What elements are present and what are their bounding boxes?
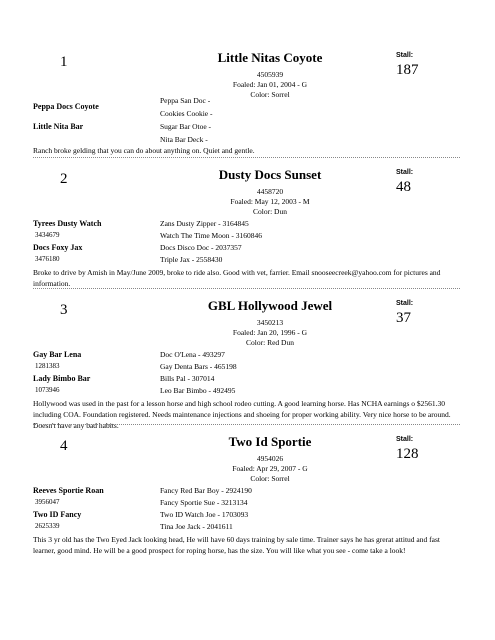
horse-entry-4 [0,424,495,584]
pedigree-dam-dam: Leo Bar Bimbo - 492495 [160,386,236,395]
sire-registration: 3956047 [35,498,60,506]
pedigree-dam-sire: Docs Disco Doc - 2037357 [160,243,242,252]
horse-name: Little Nitas Coyote [217,50,323,65]
lot-number: 2 [60,171,68,187]
horse-name: GBL Hollywood Jewel [207,298,333,313]
horse-color: Color: Red Dun [246,338,294,347]
horse-color: Color: Sorrel [250,90,290,99]
foaled-date: Foaled: Jan 20, 1996 - G [232,328,308,337]
dam-name: Two ID Fancy [33,510,82,519]
stall-label: Stall: [396,300,414,307]
pedigree-sire-sire: Fancy Red Bar Boy - 2924190 [160,486,252,495]
pedigree-dam-sire: Bills Pal - 307014 [160,374,215,383]
stall-number: 128 [396,446,419,462]
dam-registration: 2625339 [35,522,60,530]
registration-number: 4954026 [256,454,284,463]
horse-description: Ranch broke gelding that you can do about anything on. Quiet and gentle. [33,146,255,155]
dam-registration: 1073946 [35,386,60,394]
pedigree-dam-sire: Two ID Watch Joe - 1703093 [160,510,249,519]
stall-label: Stall: [396,436,414,443]
lot-number: 4 [60,438,68,454]
pedigree-dam-dam: Tina Joe Jack - 2041611 [160,522,233,531]
horse-color: Color: Sorrel [250,474,290,483]
entry-divider [33,157,460,158]
foaled-date: Foaled: May 12, 2003 - M [230,197,310,206]
dam-name: Docs Foxy Jax [33,243,83,252]
pedigree-dam-dam: Nita Bar Deck - [160,135,208,144]
horse-color: Color: Dun [253,207,287,216]
pedigree-sire-dam: Fancy Sportie Sue - 3213134 [160,498,248,507]
lot-number: 3 [60,302,68,318]
registration-number: 4505939 [256,70,284,79]
horse-description: This 3 yr old has the Two Eyed Jack looking head, He will have 60 days training by sale time. Trainer says he has grerat attitud and fast learner, good mind. He will be a good prospect for roping horse, has the size. You will like what you see - come take a look! [33,535,440,555]
horse-description: Hollywood was used in the past for a lesson horse and high school rodeo cutting. A good learning horse. Has NCHA earnings o $2561.30 including COA. Foundation registered. Needs maintenance injections and shoeing for proper working ability. Very nice horse to be around. Doesn't have any bad habits. [33,399,451,430]
registration-number: 3450213 [256,318,284,327]
stall-number: 48 [396,179,411,195]
sire-name: Tyrees Dusty Watch [33,219,102,228]
registration-number: 4458720 [256,187,284,196]
pedigree-dam-sire: Sugar Bar Otoe - [160,122,212,131]
pedigree-sire-dam: Gay Denta Bars - 465198 [160,362,237,371]
pedigree-sire-sire: Doc O'Lena - 493297 [160,350,225,359]
pedigree-sire-dam: Cookies Cookie - [160,109,213,118]
lot-number: 1 [60,54,68,70]
dam-name: Lady Bimbo Bar [33,374,91,383]
stall-label: Stall: [396,169,414,176]
pedigree-sire-dam: Watch The Time Moon - 3160846 [160,231,262,240]
sire-registration: 1281383 [35,362,60,370]
entry-divider [33,424,460,425]
sire-registration: 3434679 [35,231,60,239]
pedigree-dam-dam: Triple Jax - 2558430 [160,255,223,264]
horse-name: Two Id Sportie [228,434,312,449]
sire-name: Reeves Sportie Roan [33,486,104,495]
stall-number: 187 [396,62,419,78]
horse-description: Broke to drive by Amish in May/June 2009, broke to ride also. Good with vet, farrier. Email snooseecreek@yahoo.com for pictures and information. [33,268,441,288]
sire-name: Gay Bar Lena [33,350,82,359]
horse-name: Dusty Docs Sunset [218,167,322,182]
foaled-date: Foaled: Apr 29, 2007 - G [232,464,308,473]
dam-name: Little Nita Bar [33,122,84,131]
pedigree-sire-sire: Peppa San Doc - [160,96,211,105]
dam-registration: 3476180 [35,255,60,263]
entry-divider [33,288,460,289]
stall-label: Stall: [396,52,414,59]
sire-name: Peppa Docs Coyote [33,102,99,111]
foaled-date: Foaled: Jan 01, 2004 - G [232,80,308,89]
pedigree-sire-sire: Zans Dusty Zipper - 3164845 [160,219,249,228]
stall-number: 37 [396,310,411,326]
